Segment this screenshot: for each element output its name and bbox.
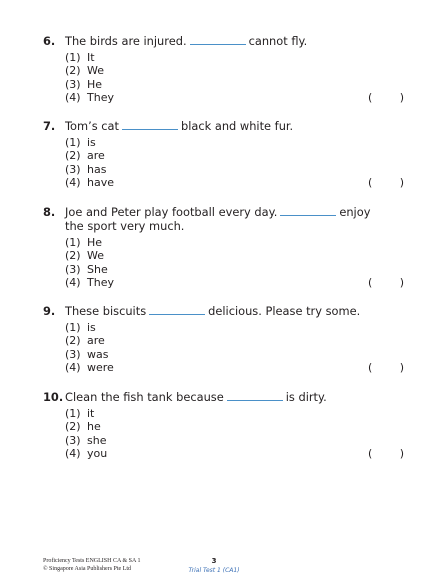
question-stem: [43, 304, 388, 318]
stem-after: enjoy the sport very much.: [65, 205, 371, 233]
option-2[interactable]: (2) he: [65, 420, 101, 434]
stem-after: delicious. Please try some.: [208, 304, 361, 318]
option-2[interactable]: (2) We: [65, 249, 104, 263]
options-list: [65, 407, 404, 461]
answer-box[interactable]: ( ): [368, 91, 404, 105]
answer-box[interactable]: ( ): [368, 447, 404, 461]
stem-after: black and white fur.: [180, 119, 294, 133]
question-stem: [43, 390, 388, 404]
option-1[interactable]: (1) He: [65, 236, 103, 249]
option-3[interactable]: (3) She: [65, 262, 108, 276]
answer-blank[interactable]: [280, 206, 336, 216]
question-7: [43, 119, 404, 190]
question-stem: [43, 205, 388, 233]
stem-before: Tom’s cat: [65, 119, 119, 133]
option-2[interactable]: (2) are: [65, 149, 105, 163]
copyright-notice: © Singapore Asia Publishers Pte Ltd: [43, 565, 132, 572]
question-stem: [43, 34, 388, 48]
footer-page-info: [164, 557, 264, 575]
stem-after: is dirty.: [285, 390, 327, 404]
test-name: Trial Test 1 (CA1): [188, 567, 240, 574]
option-3[interactable]: (3) has: [65, 162, 107, 176]
question-number: 7.: [43, 119, 56, 133]
answer-box[interactable]: ( ): [368, 176, 404, 190]
question-number: 9.: [43, 304, 56, 318]
option-4[interactable]: (4) have ( ): [65, 176, 404, 190]
question-10: [43, 390, 404, 461]
question-number: 8.: [43, 205, 56, 219]
option-2[interactable]: (2) are: [65, 334, 105, 348]
stem-before: Clean the fish tank because: [65, 390, 224, 404]
option-3[interactable]: (3) was: [65, 347, 109, 361]
stem-before: The birds are injured.: [65, 34, 187, 48]
option-1[interactable]: (1) it: [65, 407, 95, 420]
question-number: 10.: [43, 390, 64, 404]
option-4[interactable]: (4) They ( ): [65, 91, 404, 105]
option-2[interactable]: (2) We: [65, 64, 104, 78]
stem-before: Joe and Peter play football every day.: [65, 205, 278, 219]
options-list: [65, 236, 404, 290]
option-4[interactable]: (4) They ( ): [65, 276, 404, 290]
answer-box[interactable]: ( ): [368, 276, 404, 290]
answer-blank[interactable]: [190, 35, 246, 45]
option-3[interactable]: (3) she: [65, 433, 107, 447]
question-6: [43, 34, 404, 105]
option-4[interactable]: (4) were ( ): [65, 361, 404, 375]
options-list: [65, 51, 404, 105]
question-stem: [43, 119, 388, 133]
option-1[interactable]: (1) is: [65, 321, 96, 334]
footer-publisher: [43, 558, 140, 573]
answer-blank[interactable]: [122, 120, 178, 130]
option-1[interactable]: (1) It: [65, 51, 95, 64]
stem-before: These biscuits: [65, 304, 147, 318]
option-3[interactable]: (3) He: [65, 77, 103, 91]
question-9: [43, 304, 404, 375]
question-number: 6.: [43, 34, 56, 48]
options-list: [65, 136, 404, 190]
answer-blank[interactable]: [149, 305, 205, 315]
answer-box[interactable]: ( ): [368, 361, 404, 375]
question-8: [43, 205, 404, 290]
stem-after: cannot fly.: [248, 34, 308, 48]
option-4[interactable]: (4) you ( ): [65, 447, 404, 461]
options-list: [65, 321, 404, 375]
option-1[interactable]: (1) is: [65, 136, 96, 149]
page-number: 3: [211, 557, 217, 565]
answer-blank[interactable]: [227, 391, 283, 401]
book-title: Proficiency Tests ENGLISH CA & SA 1: [43, 558, 141, 564]
